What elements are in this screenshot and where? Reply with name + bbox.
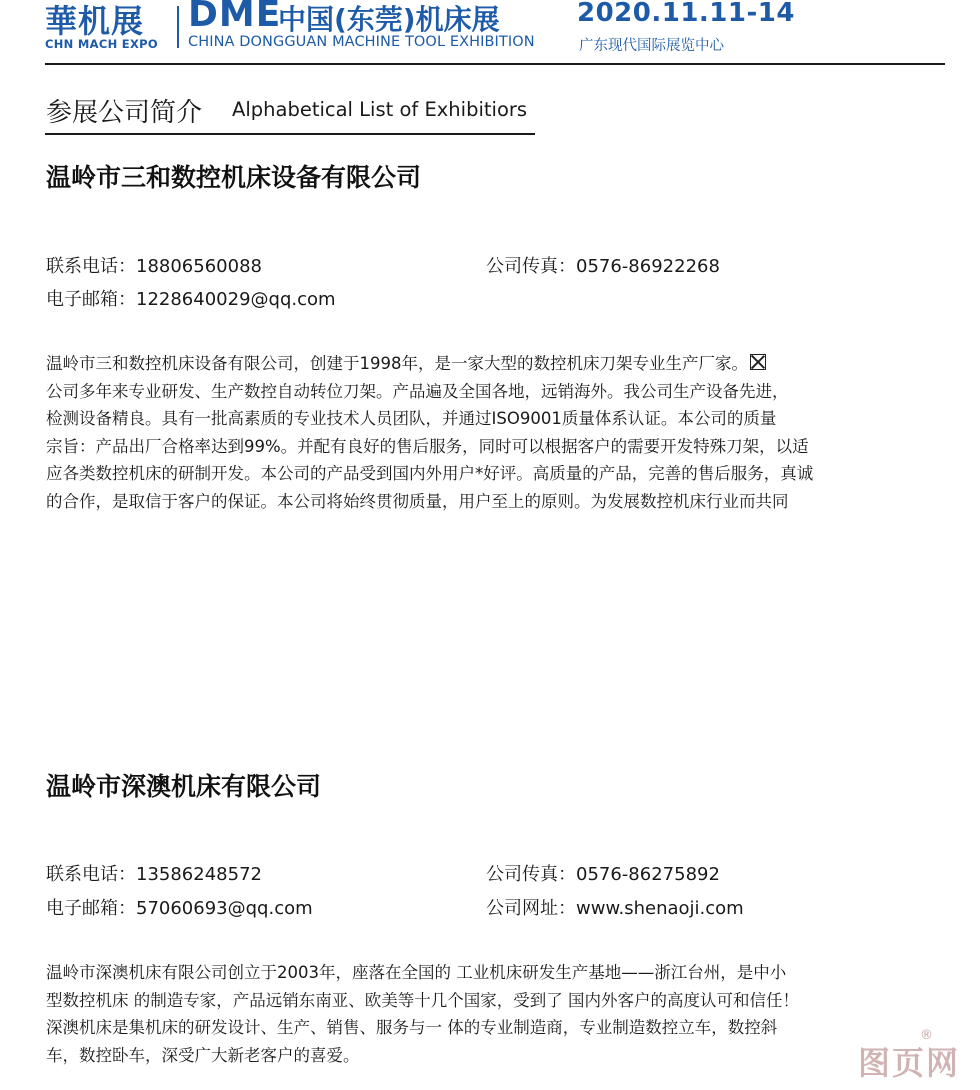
- fax-value: 0576-86275892: [576, 864, 720, 885]
- missing-glyph-icon: [750, 354, 766, 370]
- company-name: 温岭市深澳机床有限公司: [46, 772, 322, 801]
- description-line: 的合作，是取信于客户的保证。本公司将始终贯彻质量，用户至上的原则。为发展数控机床行业而共同: [46, 491, 789, 511]
- section-title-en: Alphabetical List of Exhibitiors: [232, 98, 528, 121]
- phone-field: [46, 252, 262, 278]
- company-description: [46, 959, 936, 1069]
- expo-venue: 广东现代国际展览中心: [579, 38, 724, 54]
- fax-label: 公司传真：: [486, 256, 576, 277]
- logo-english: CHN MACH EXPO: [45, 37, 158, 51]
- email-field: [46, 894, 313, 920]
- logo-divider: [177, 6, 179, 48]
- description-text: 温岭市三和数控机床设备有限公司，创建于1998年，是一家大型的数控机床刀架专业生产厂家。: [46, 354, 748, 373]
- expo-english-title: CHINA DONGGUAN MACHINE TOOL EXHIBITION: [188, 34, 535, 50]
- email-value[interactable]: 57060693@qq.com: [136, 898, 313, 919]
- email-value[interactable]: 1228640029@qq.com: [136, 289, 336, 310]
- description-line: [46, 350, 936, 378]
- phone-field: [46, 860, 262, 886]
- company-name: 温岭市三和数控机床设备有限公司: [46, 163, 422, 192]
- email-field: [46, 285, 336, 311]
- website-field: [486, 894, 744, 920]
- expo-date: 2020.11.11-14: [577, 0, 795, 28]
- phone-value: 13586248572: [136, 864, 262, 885]
- email-label: 电子邮箱：: [46, 289, 136, 310]
- website-link[interactable]: www.shenaoji.com: [576, 898, 744, 919]
- registered-mark: ®: [920, 1028, 933, 1043]
- description-line: 检测设备精良。具有一批高素质的专业技术人员团队，并通过ISO9001质量体系认证。本公司的质量: [46, 409, 777, 428]
- fax-field: [486, 252, 720, 278]
- description-line: 深澳机床是集机床的研发设计、生产、销售、服务与一 体的专业制造商，专业制造数控立车，数控斜: [46, 1018, 778, 1037]
- description-line: 型数控机床 的制造专家，产品远销东南亚、欧美等十几个国家，受到了 国内外客户的高度认可和信任！: [46, 990, 799, 1010]
- dme-logo: DME: [188, 0, 282, 35]
- website-label: 公司网址：: [486, 898, 576, 919]
- expo-title: 中国(东莞)机床展: [278, 3, 500, 36]
- description-line: 公司多年来专业研发、生产数控自动转位刀架。产品遍及全国各地，远销海外。我公司生产设备先进，: [46, 381, 789, 401]
- section-divider: [45, 133, 535, 135]
- phone-label: 联系电话：: [46, 864, 136, 885]
- description-line: 车，数控卧车，深受广大新老客户的喜爱。: [46, 1045, 360, 1065]
- watermark-logo: 图页网: [858, 1044, 961, 1082]
- description-line: 应各类数控机床的研制开发。本公司的产品受到国内外用户*好评。高质量的产品，完善的售后服务，真诚: [46, 464, 814, 483]
- phone-label: 联系电话：: [46, 256, 136, 277]
- company-description: [46, 350, 936, 515]
- description-line: 温岭市深澳机床有限公司创立于2003年，座落在全国的 工业机床研发生产基地——浙江台州，是中小: [46, 963, 787, 982]
- phone-value: 18806560088: [136, 256, 262, 277]
- section-title-cn: 参展公司简介: [46, 98, 203, 128]
- description-line: 宗旨：产品出厂合格率达到99%。并配有良好的售后服务，同时可以根据客户的需要开发特殊刀架，以适: [46, 436, 809, 456]
- fax-field: [486, 860, 720, 886]
- header-divider: [45, 63, 945, 65]
- email-label: 电子邮箱：: [46, 898, 136, 919]
- logo-chinese: 華机展: [45, 2, 145, 40]
- fax-label: 公司传真：: [486, 864, 576, 885]
- fax-value: 0576-86922268: [576, 256, 720, 277]
